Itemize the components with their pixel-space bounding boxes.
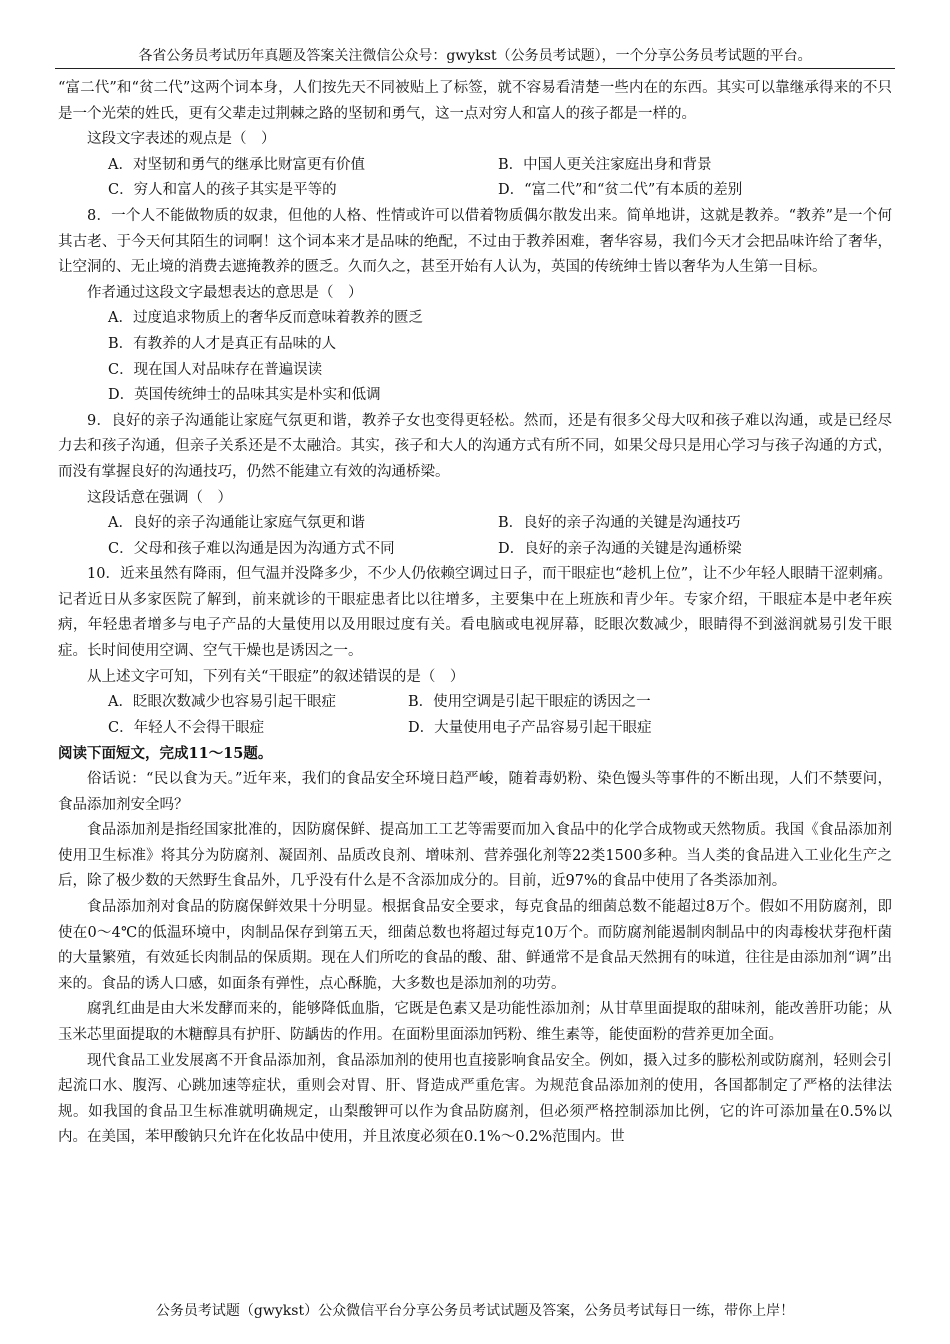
q7-stem: 这段文字表述的观点是（ ） — [87, 131, 276, 148]
q9-option-d: D．良好的亲子沟通的关键是沟通桥梁 — [498, 540, 742, 557]
q7-option-c: C．穷人和富人的孩子其实是平等的 — [108, 182, 337, 199]
q9-option-a: A．良好的亲子沟通能让家庭气氛更和谐 — [108, 515, 365, 532]
page-footer: 公务员考试题（gwykst）公众微信平台分享公务员考试试题及答案，公务员考试每日一练，带你上岸！ — [155, 1303, 795, 1319]
q9-stem: 这段话意在强调（ ） — [87, 489, 232, 506]
q9-options-row-1 — [58, 511, 892, 537]
q7-option-d: D．“富二代”和“贫二代”有本质的差别 — [498, 182, 743, 199]
q7-options-row-1 — [58, 153, 892, 179]
q9-option-b: B．良好的亲子沟通的关键是沟通技巧 — [498, 515, 741, 532]
q8-option-d: D．英国传统绅士的品味其实是朴实和低调 — [108, 387, 381, 404]
q10-option-d: D．大量使用电子产品容易引起干眼症 — [408, 719, 652, 736]
q7-passage: “富二代”和“贫二代”这两个词本身，人们按先天不同被贴上了标签，就不容易看清楚一些内在的东西。其实可以靠继承得来的不只是一个光荣的姓氏，更有父辈走过荆棘之路的坚韧和勇气，这一点对穷人和富人的孩子都是一样的。 — [58, 80, 892, 122]
q10-options-row-2 — [58, 716, 892, 742]
q10-passage: 10．近来虽然有降雨，但气温并没降多少，不少人仍依赖空调过日子，而干眼症也“趁机上位”，让不少年轻人眼睛干涩刺痛。记者近日从多家医院了解到，前来就诊的干眼症患者比以往增多，主要集中在上班族和青少年。专家介绍，干眼症本是中老年疾病，年轻患者增多与电子产品的大量使用以及用眼过度有关。看电脑或电视屏幕，眨眼次数减少，眼睛得不到滋润就易引发干眼症。长时间使用空调、空气干燥也是诱因之一。 — [58, 566, 892, 660]
q8-passage: 8．一个人不能做物质的奴隶，但他的人格、性情或许可以借着物质偶尔散发出来。简单地讲，这就是教养。“教养”是一个何其古老、于今天何其陌生的词啊！这个词本来才是品味的绝配，不过由于教养困难，奢华容易，我们今天才会把品味许给了奢华，让空洞的、无止境的消费去遮掩教养的匮乏。久而久之，甚至开始有人认为，英国的传统绅士皆以奢华为人生第一目标。 — [58, 207, 892, 276]
reading-paragraph: 食品添加剂是指经国家批准的，因防腐保鲜、提高加工工艺等需要而加入食品中的化学合成物或天然物质。我国《食品添加剂使用卫生标准》将其分为防腐剂、凝固剂、品质改良剂、增味剂、营养强化剂等22类1500多种。当人类的食品进入工业化生产之后，除了极少数的天然野生食品外，几乎没有什么是不含添加成分的。目前，近97%的食品中使用了各类添加剂。 — [58, 822, 892, 890]
q9-options-row-2 — [58, 537, 892, 563]
q7-options-row-2 — [58, 178, 892, 204]
q10-options-row-1 — [58, 690, 892, 716]
q10-option-a: A．眨眼次数减少也容易引起干眼症 — [108, 694, 336, 711]
q8-option-a: A．过度追求物质上的奢华反而意味着教养的匮乏 — [108, 310, 423, 327]
q8-option-b: B．有教养的人才是真正有品味的人 — [108, 335, 337, 352]
q10-stem: 从上述文字可知，下列有关“干眼症”的叙述错误的是（ ） — [87, 668, 465, 685]
reading-heading: 阅读下面短文，完成11～15题。 — [58, 745, 273, 763]
reading-paragraph: 现代食品工业发展离不开食品添加剂，食品添加剂的使用也直接影响食品安全。例如，摄入过多的膨松剂或防腐剂，轻则会引起流口水、腹泻、心跳加速等症状，重则会对胃、肝、肾造成严重危害。为规范食品添加剂的使用，各国都制定了严格的法律法规。如我国的食品卫生标准就明确规定，山梨酸钾可以作为食品防腐剂，但必须严格控制添加比例，它的许可添加量在0.5%以内。在美国，苯甲酸钠只允许在化妆品中使用，并且浓度必须在0.1%～0.2%范围内。世 — [58, 1052, 892, 1146]
reading-paragraph: 俗话说：“民以食为天。”近年来，我们的食品安全环境日趋严峻，随着毒奶粉、染色馒头等事件的不断出现，人们不禁要问，食品添加剂安全吗？ — [58, 771, 892, 813]
q8-option-c: C．现在国人对品味存在普遍误读 — [108, 361, 323, 378]
q9-option-c: C．父母和孩子难以沟通是因为沟通方式不同 — [108, 540, 395, 557]
reading-paragraph: 食品添加剂对食品的防腐保鲜效果十分明显。根据食品安全要求，每克食品的细菌总数不能超过8万个。假如不用防腐剂，即使在0～4℃的低温环境中，肉制品保存到第五天，细菌总数也将超过每克10万个。而防腐剂能遏制肉制品中的肉毒梭状芽孢杆菌的大量繁殖，有效延长肉制品的保质期。现在人们所吃的食品的酸、甜、鲜通常不是食品天然拥有的味道，往往是由添加剂“调”出来的。食品的诱人口感，如面条有弹性，点心酥脆，大多数也是添加剂的功劳。 — [58, 899, 892, 992]
q10-option-c: C．年轻人不会得干眼症 — [108, 719, 265, 736]
document-body — [58, 76, 892, 1151]
q8-stem: 作者通过这段文字最想表达的意思是（ ） — [87, 284, 363, 301]
q9-passage: 9．良好的亲子沟通能让家庭气氛更和谐，教养子女也变得更轻松。然而，还是有很多父母大叹和孩子难以沟通，或是已经尽力去和孩子沟通，但亲子关系还是不太融洽。其实，孩子和大人的沟通方式有所不同，如果父母只是用心学习与孩子沟通的方式，而没有掌握良好的沟通技巧，仍然不能建立有效的沟通桥梁。 — [58, 412, 892, 480]
q10-option-b: B．使用空调是引起干眼症的诱因之一 — [408, 694, 651, 711]
q7-option-a: A．对坚韧和勇气的继承比财富更有价值 — [108, 156, 365, 173]
reading-paragraph: 腐乳红曲是由大米发酵而来的，能够降低血脂，它既是色素又是功能性添加剂；从甘草里面提取的甜味剂，能改善肝功能；从玉米芯里面提取的木糖醇具有护肝、防龋齿的作用。在面粉里面添加钙粉、维生素等，能使面粉的营养更加全面。 — [58, 1001, 892, 1043]
q7-option-b: B．中国人更关注家庭出身和背景 — [498, 156, 712, 173]
page-header: 各省公务员考试历年真题及答案关注微信公众号：gwykst（公务员考试题），一个分享公务员考试题的平台。 — [55, 46, 895, 69]
